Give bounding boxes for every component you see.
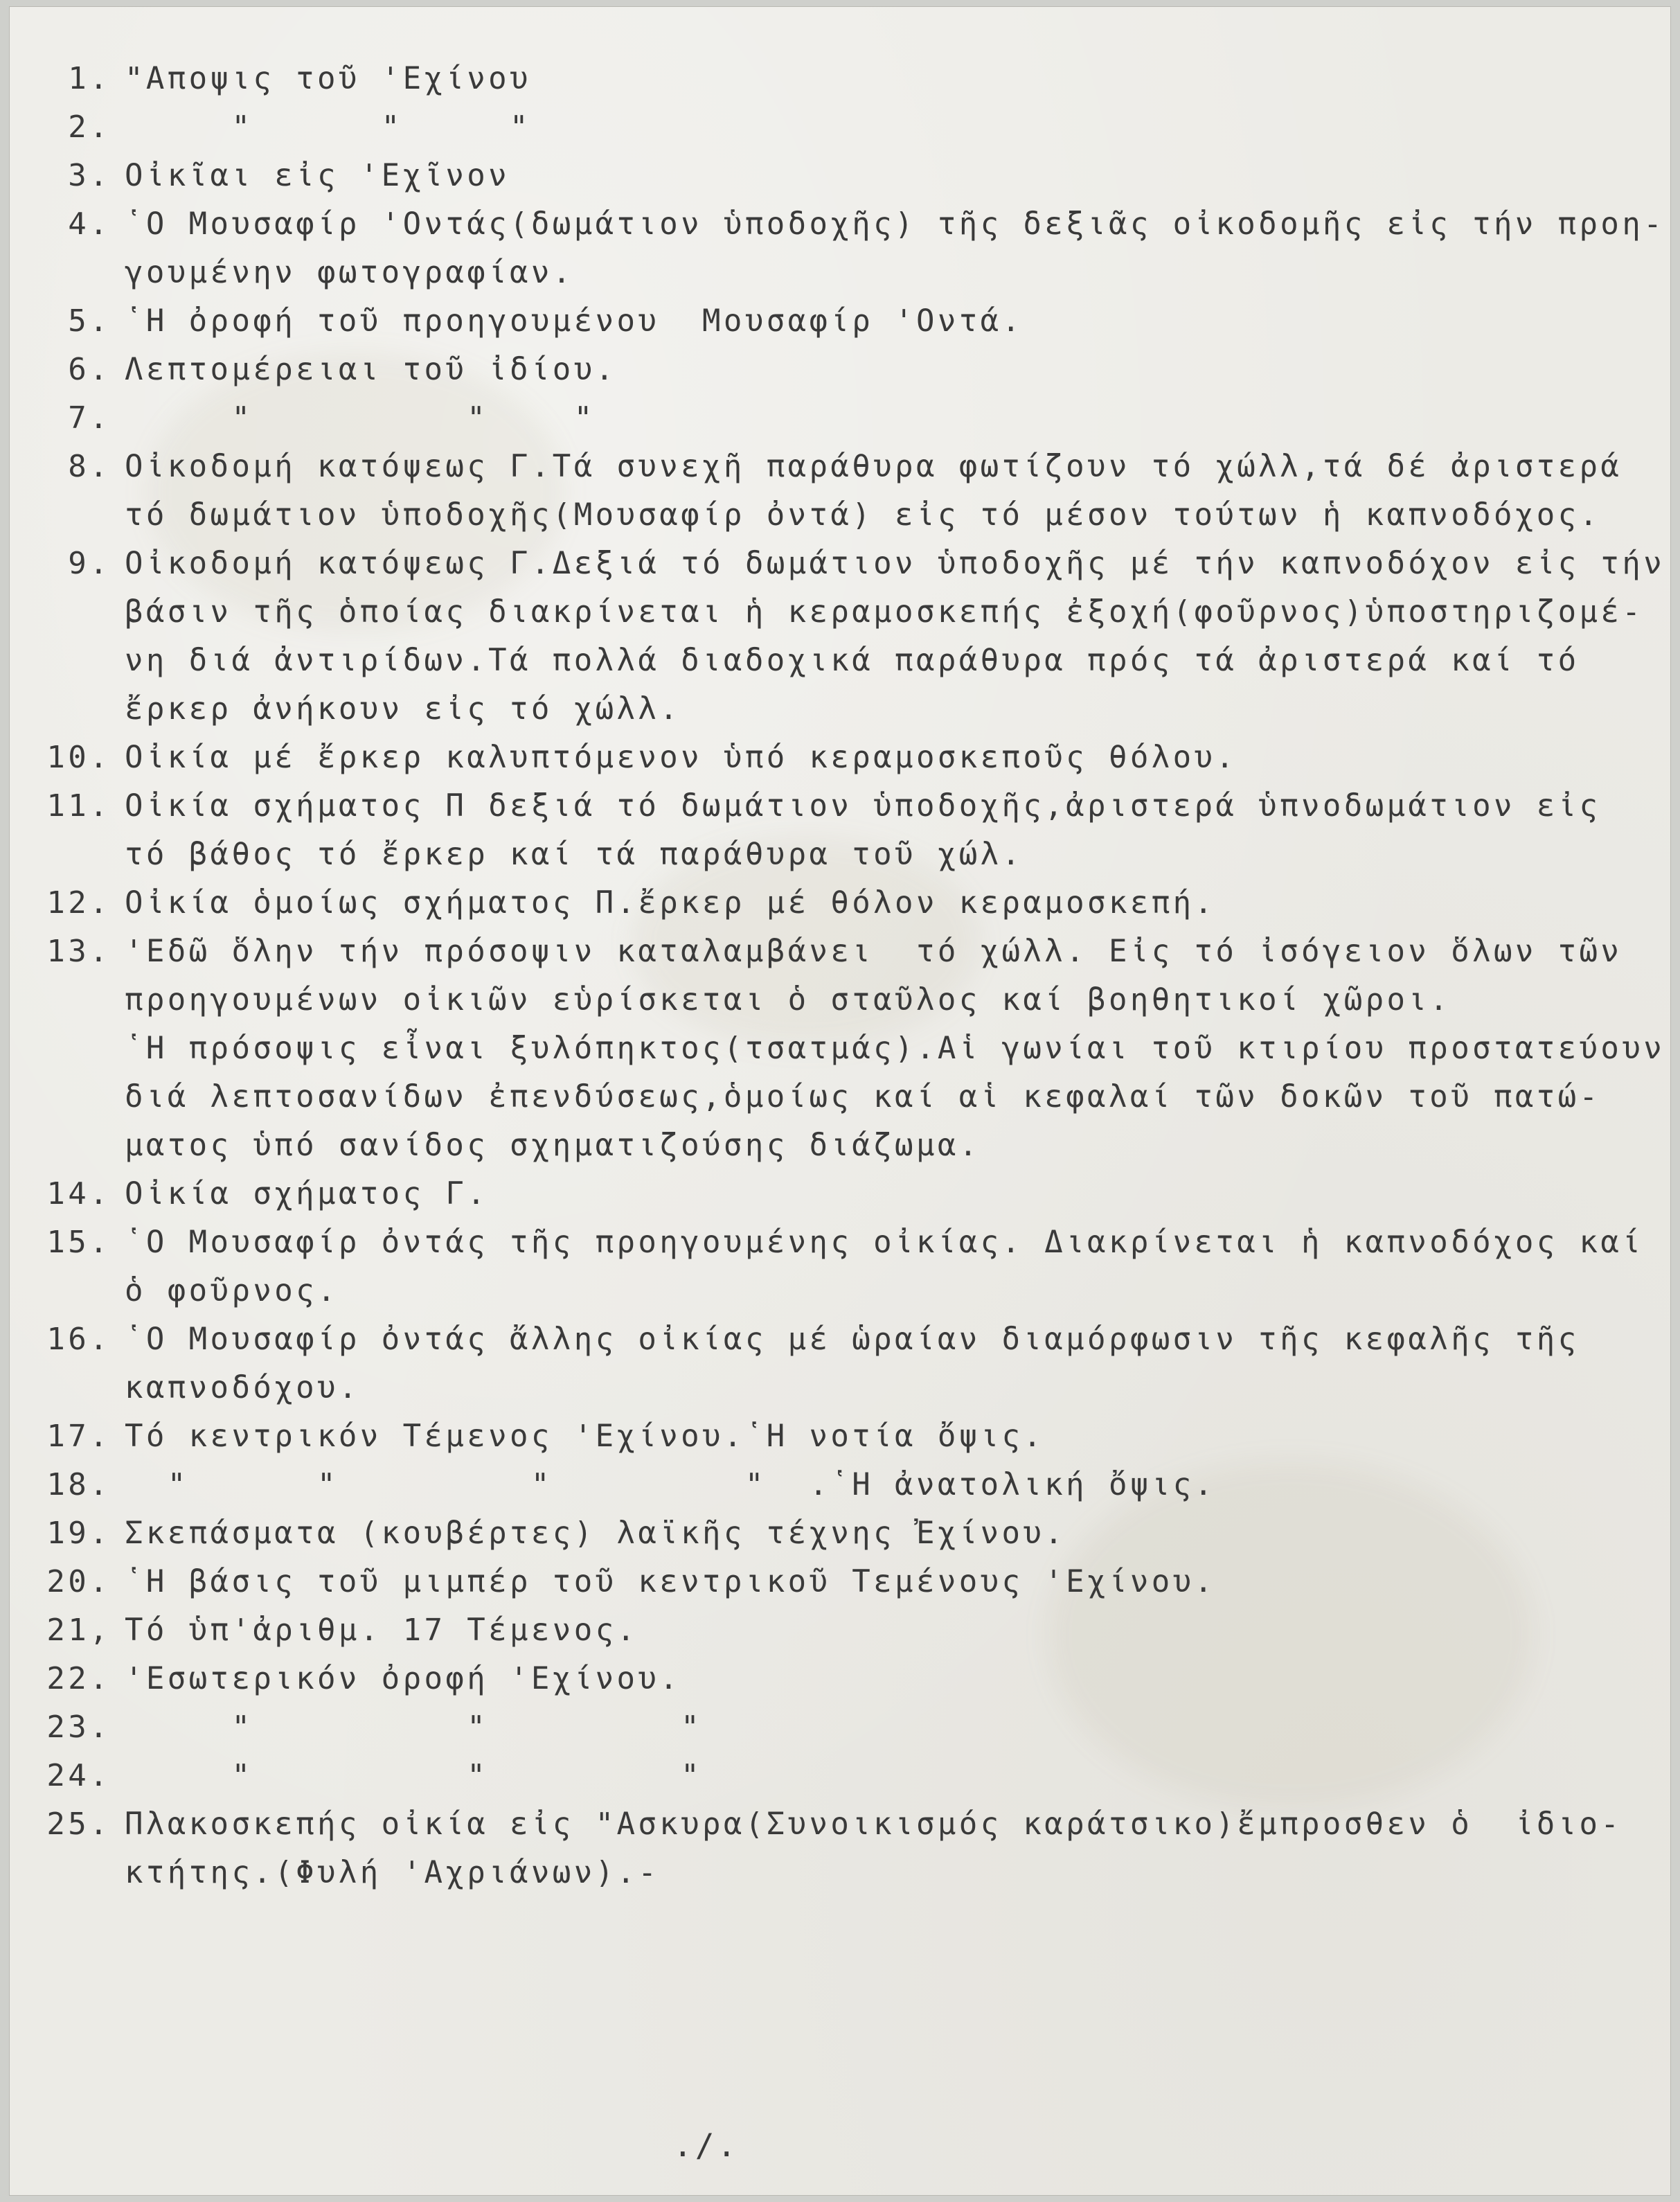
caption-text: Τό ὑπ'ἀριθμ. 17 Τέμενος. [125,1613,638,1648]
caption-text: νη διά ἀντιρίδων.Τά πολλά διαδοχικά παράθυρα πρός τά ἀριστερά καί τό [125,643,1580,678]
caption-continuation-line [26,1031,1665,1079]
caption-line [26,740,1647,788]
caption-line [26,109,1647,158]
page-continuation-mark: .∕. [673,2126,740,2164]
caption-number: 10. [46,740,111,775]
caption-continuation-line [26,1370,1647,1419]
caption-continuation-line [26,982,1647,1031]
caption-text: ὁ φοῦρνος. [125,1273,339,1308]
caption-text: 'Εδῶ ὅλην τήν πρόσοψιν καταλαμβάνει τό χώλλ. Εἰς τό ἰσόγειον ὅλων τῶν [125,934,1623,969]
caption-number: 13. [46,934,111,969]
caption-text: " " " [125,1758,703,1793]
caption-number: 6. [68,352,111,387]
caption-text: " " " [125,1710,703,1745]
caption-line [26,206,1665,255]
caption-line [26,352,1647,400]
caption-line [26,1176,1647,1225]
caption-text: ῾Ο Μουσαφίρ ὀντάς τῆς προηγουμένης οἰκίας. Διακρίνεται ἡ καπνοδόχος καί [125,1225,1644,1260]
caption-number: 5. [68,303,111,339]
caption-line [26,1516,1647,1564]
caption-text: διά λεπτοσανίδων ἐπενδύσεως,ὁμοίως καί αἱ κεφαλαί τῶν δοκῶν τοῦ πατώ- [125,1079,1601,1115]
caption-number: 24. [46,1758,111,1793]
caption-text: Πλακοσκεπής οἰκία εἰς "Ασκυρα(Συνοικισμός καράτσικο)ἔμπροσθεν ὁ ἰδιο- [125,1806,1623,1842]
caption-continuation-line [26,643,1647,691]
caption-line [26,1419,1647,1467]
caption-text: "Αποψις τοῦ 'Εχίνου [125,61,531,96]
caption-continuation-line [26,1855,1647,1903]
caption-text: τό δωμάτιον ὑποδοχῆς(Μουσαφίρ ὀντά) εἰς τό μέσον τούτων ἡ καπνοδόχος. [125,497,1601,533]
caption-number: 2. [68,109,111,145]
caption-line [26,1564,1647,1613]
caption-text: Οἰκία σχήματος Γ. [125,1176,489,1211]
caption-text: " " " " .῾Η ἀνατολική ὄψις. [125,1467,1216,1502]
caption-number: 11. [46,788,111,824]
caption-text: Οἰκοδομή κατόψεως Γ.Δεξιά τό δωμάτιον ὑποδοχῆς μέ τήν καπνοδόχον εἰς τήν [125,546,1665,581]
caption-text: προηγουμένων οἰκιῶν εὑρίσκεται ὁ σταῦλος καί βοηθητικοί χῶροι. [125,982,1451,1018]
caption-line [26,1806,1647,1855]
caption-line [26,1758,1647,1806]
caption-text: ῾Η ὀροφή τοῦ προηγουμένου Μουσαφίρ 'Οντά. [125,303,1024,339]
caption-number: 22. [46,1661,111,1696]
caption-number: 8. [68,449,111,484]
caption-text: Σκεπάσματα (κουβέρτες) λαϊκῆς τέχνης Ἐχίνου. [125,1516,1066,1551]
caption-line [26,303,1647,352]
caption-line [26,158,1647,206]
caption-number: 16. [46,1322,111,1357]
caption-number: 17. [46,1419,111,1454]
caption-text: 'Εσωτερικόν ὀροφή 'Εχίνου. [125,1661,681,1696]
caption-list [26,61,1665,1903]
caption-line [26,1467,1647,1516]
caption-number: 15. [46,1225,111,1260]
caption-text: κτήτης.(Φυλή 'Αχριάνων).- [125,1855,660,1890]
caption-text: " " " [125,109,531,145]
caption-line [26,1322,1647,1370]
caption-text: Λεπτομέρειαι τοῦ ἰδίου. [125,352,617,387]
caption-text: Οἰκῖαι εἰς 'Εχῖνον [125,158,510,193]
caption-text: καπνοδόχου. [125,1370,360,1405]
caption-continuation-line [26,837,1647,885]
caption-line [26,1613,1647,1661]
caption-line [26,1710,1647,1758]
caption-number: 23. [46,1710,111,1745]
caption-text: ἔρκερ ἀνήκουν εἰς τό χώλλ. [125,691,681,727]
caption-number: 21, [46,1613,111,1648]
caption-line [26,788,1647,837]
caption-text: " " " [125,400,596,436]
caption-text: ῾Η βάσις τοῦ μιμπέρ τοῦ κεντρικοῦ Τεμένους 'Εχίνου. [125,1564,1216,1599]
caption-line [26,934,1647,982]
caption-number: 18. [46,1467,111,1502]
caption-number: 12. [46,885,111,921]
caption-text: τό βάθος τό ἔρκερ καί τά παράθυρα τοῦ χώλ. [125,837,1024,872]
caption-continuation-line [26,594,1647,643]
caption-number: 7. [68,400,111,436]
caption-number: 14. [46,1176,111,1211]
caption-line [26,400,1647,449]
caption-text: Τό κεντρικόν Τέμενος 'Εχίνου.῾Η νοτία ὄψις. [125,1419,1045,1454]
caption-text: ῾Ο Μουσαφίρ ὀντάς ἄλλης οἰκίας μέ ὡραίαν διαμόρφωσιν τῆς κεφαλῆς τῆς [125,1322,1580,1357]
caption-text: βάσιν τῆς ὁποίας διακρίνεται ἡ κεραμοσκεπής ἐξοχή(φοῦρνος)ὑποστηριζομέ- [125,594,1644,630]
caption-line [26,546,1665,594]
caption-text: Οἰκοδομή κατόψεως Γ.Τά συνεχῆ παράθυρα φωτίζουν τό χώλλ,τά δέ ἀριστερά [125,449,1623,484]
caption-continuation-line [26,1079,1647,1128]
caption-text: Οἰκία σχήματος Π δεξιά τό δωμάτιον ὑποδοχῆς,ἀριστερά ὑπνοδωμάτιον εἰς [125,788,1601,824]
caption-number: 19. [46,1516,111,1551]
caption-line [26,1225,1647,1273]
caption-line [26,449,1647,497]
caption-continuation-line [26,1128,1647,1176]
caption-number: 3. [68,158,111,193]
caption-text: ματος ὑπό σανίδος σχηματιζούσης διάζωμα. [125,1128,981,1163]
caption-text: ῾Ο Μουσαφίρ 'Οντάς(δωμάτιον ὑποδοχῆς) τῆς δεξιᾶς οἰκοδομῆς εἰς τήν προη- [125,206,1665,242]
caption-number: 20. [46,1564,111,1599]
caption-line [26,61,1647,109]
caption-continuation-line [26,1273,1647,1322]
caption-text: Οἰκία μέ ἔρκερ καλυπτόμενον ὑπό κεραμοσκεποῦς θόλου. [125,740,1237,775]
caption-text: ῾Η πρόσοψις εἶναι ξυλόπηκτος(τσατμάς).Αἱ γωνίαι τοῦ κτιρίου προστατεύουν [125,1031,1665,1066]
caption-continuation-line [26,497,1647,546]
caption-number: 1. [68,61,111,96]
caption-continuation-line [26,691,1647,740]
caption-continuation-line [26,255,1647,303]
caption-line [26,885,1647,934]
caption-text: Οἰκία ὁμοίως σχήματος Π.ἔρκερ μέ θόλον κεραμοσκεπή. [125,885,1216,921]
caption-line [26,1661,1647,1710]
caption-text: γουμένην φωτογραφίαν. [125,255,574,290]
caption-number: 9. [68,546,111,581]
caption-number: 25. [46,1806,111,1842]
caption-number: 4. [68,206,111,242]
